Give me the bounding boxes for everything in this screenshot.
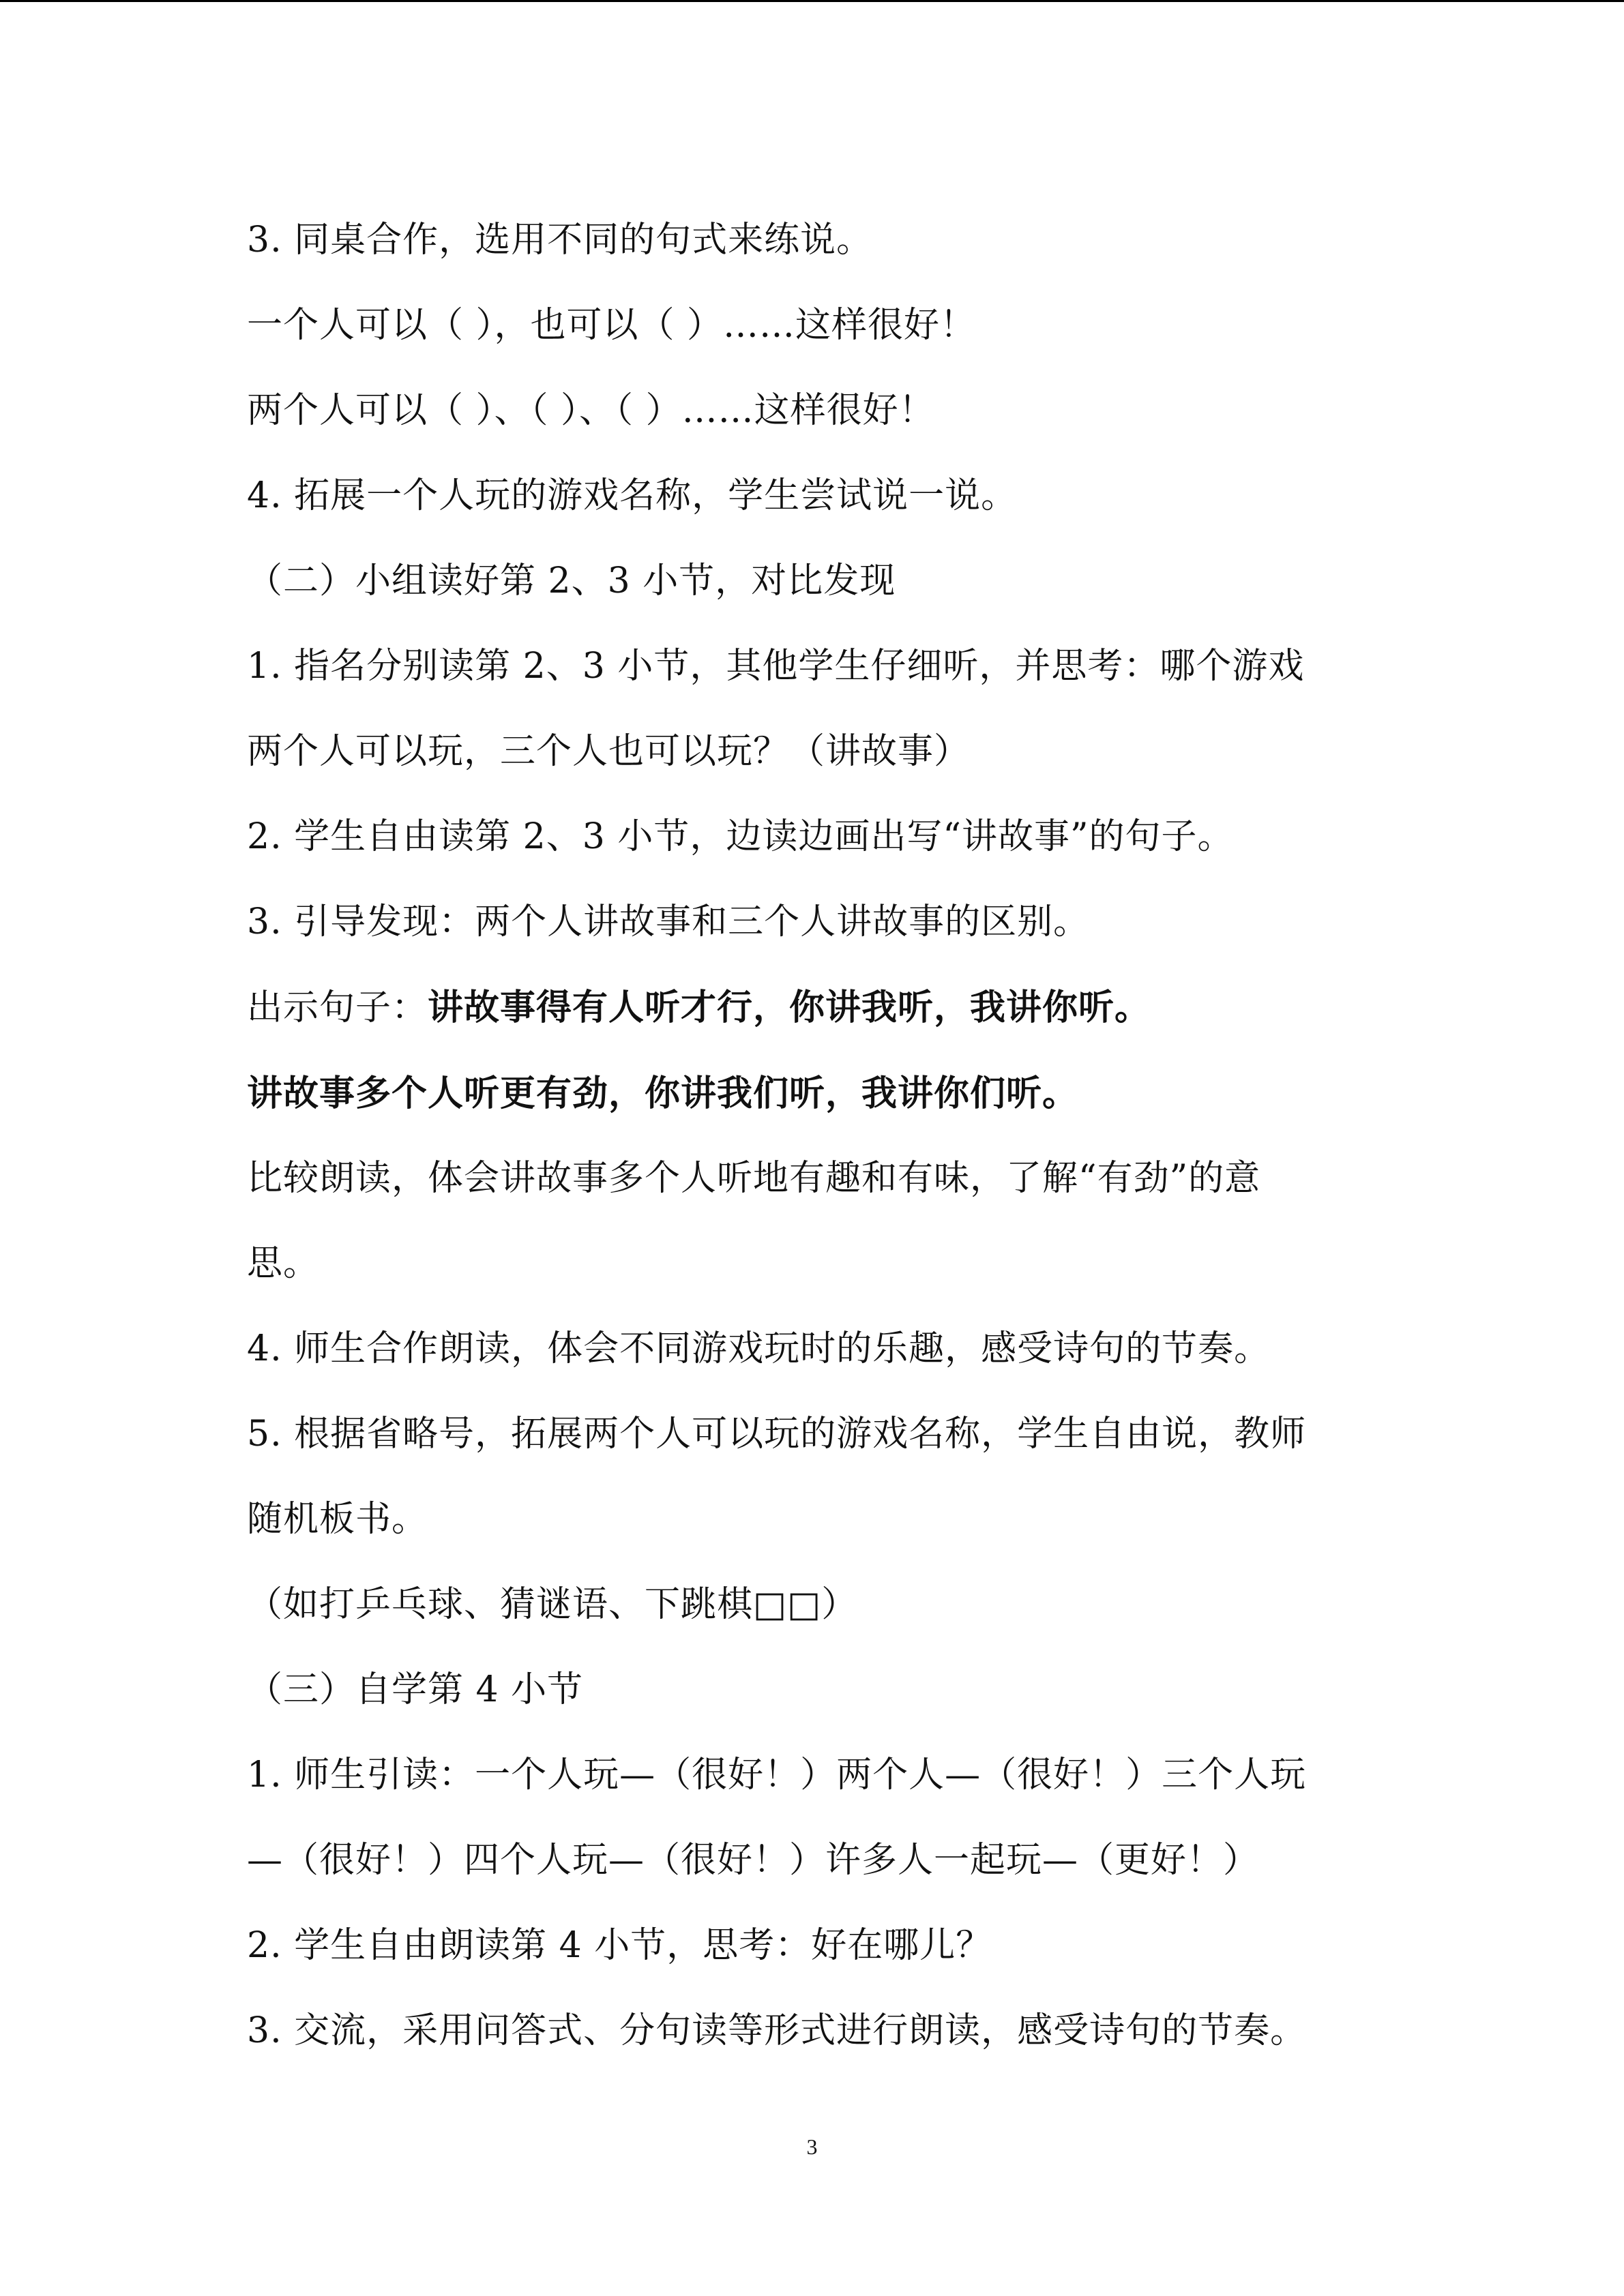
text-line: 3. 同桌合作，选用不同的句式来练说。 <box>247 220 873 260</box>
text-line: 4. 拓展一个人玩的游戏名称，学生尝试说一说。 <box>247 475 1018 516</box>
text-line: 思。 <box>247 1243 320 1284</box>
text-line: 比较朗读，体会讲故事多个人听地有趣和有味，了解“有劲”的意 <box>247 1158 1261 1199</box>
text-line: 3. 交流，采用问答式、分句读等形式进行朗读，感受诗句的节奏。 <box>247 2010 1307 2051</box>
text-line: 两个人可以玩，三个人也可以玩？（讲故事） <box>247 731 971 772</box>
bold-sentence: 讲故事得有人听才行，你讲我听，我讲你听。 <box>428 987 1151 1028</box>
sentence-prefix: 出示句子： <box>247 987 428 1028</box>
text-line: 5. 根据省略号，拓展两个人可以玩的游戏名称，学生自由说，教师 <box>247 1414 1307 1455</box>
page-number: 3 <box>806 2134 818 2159</box>
document-body <box>247 198 1379 2074</box>
text-line: 一个人可以（ ），也可以（ ）……这样很好！ <box>247 305 977 346</box>
bold-sentence: 讲故事多个人听更有劲，你讲我们听，我讲你们听。 <box>247 1073 1079 1114</box>
text-line: 3. 引导发现：两个人讲故事和三个人讲故事的区别。 <box>247 901 1090 942</box>
section-heading: （三）自学第 4 小节 <box>247 1669 584 1710</box>
text-line: 4. 师生合作朗读，体会不同游戏玩时的乐趣，感受诗句的节奏。 <box>247 1328 1271 1369</box>
text-line: 2. 学生自由读第 2、3 小节，边读边画出写“讲故事”的句子。 <box>247 816 1234 857</box>
text-line: 1. 指名分别读第 2、3 小节，其他学生仔细听，并思考：哪个游戏 <box>247 646 1305 687</box>
text-line: 2. 学生自由朗读第 4 小节，思考：好在哪儿？ <box>247 1925 992 1966</box>
section-heading: （二）小组读好第 2、3 小节，对比发现 <box>247 561 896 601</box>
text-line: 两个人可以（ ）、（ ）、（ ）……这样很好！ <box>247 390 935 431</box>
text-line: 1. 师生引读：一个人玩—（很好！）两个人—（很好！）三个人玩 <box>247 1755 1307 1795</box>
top-border-line <box>0 0 1624 2</box>
text-line-with-bold <box>247 965 1379 1051</box>
text-line: （如打乒乓球、猜谜语、下跳棋□□） <box>247 1584 858 1625</box>
text-line: —（很好！）四个人玩—（很好！）许多人一起玩—（更好！） <box>247 1840 1260 1881</box>
text-line: 随机板书。 <box>247 1499 428 1540</box>
